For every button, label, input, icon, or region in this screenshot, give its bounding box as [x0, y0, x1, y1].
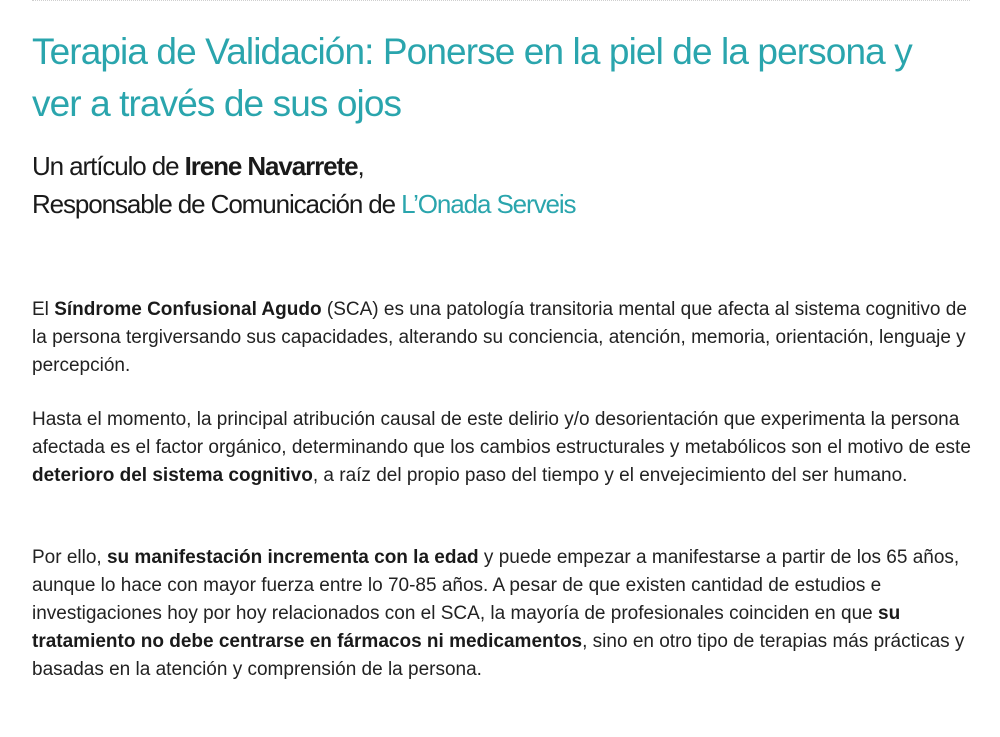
bold-phrase: su manifestación incrementa con la edad — [106, 547, 479, 568]
author-role: Responsable de Comunicación de — [32, 189, 402, 219]
paragraph-text: y puede empezar a manifestarse a partir de los 65 años, aunque lo hace con mayor fuerza entre lo 70-85 años. A pesar de que existen cantidad de estudios e investigaciones hoy por hoy relacionados con el SCA, la mayoría de profesionales coinciden en que — [32, 547, 960, 624]
bold-phrase: deterioro del sistema cognitivo — [32, 465, 313, 486]
paragraph-1 — [32, 296, 972, 380]
paragraph-text: , a raíz del propio paso del tiempo y el envejecimiento del ser humano. — [312, 465, 908, 486]
top-divider — [32, 0, 970, 1]
byline-comma: , — [357, 151, 364, 181]
paragraph-text: El — [32, 299, 55, 320]
article-byline — [32, 147, 962, 223]
paragraph-text: Por ello, — [32, 547, 107, 568]
author-name: Irene Navarrete — [184, 151, 358, 181]
paragraph-text: , sino en otro tipo de terapias más prácticas y basadas en la atención y comprensión de la persona. — [32, 631, 965, 680]
bold-phrase: Síndrome Confusional Agudo — [54, 299, 322, 320]
paragraph-2 — [32, 406, 972, 490]
paragraph-text: Hasta el momento, la principal atribución causal de este delirio y/o desorientación que experimenta la persona afectada es el factor orgánico, determinando que los cambios estructurales y metabólicos son el motivo de este — [32, 409, 971, 458]
paragraph-text: (SCA) es una patología transitoria mental que afecta al sistema cognitivo de la persona tergiversando sus capacidades, alterando su conciencia, atención, memoria, orientación, lenguaje y percepción. — [32, 299, 967, 376]
bold-phrase: su tratamiento no debe centrarse en fármacos ni medicamentos — [32, 603, 901, 652]
organization-link[interactable]: L’Onada Serveis — [401, 189, 576, 219]
byline-prefix: Un artículo de — [32, 151, 185, 181]
paragraph-3 — [32, 544, 972, 684]
article-title: Terapia de Validación: Ponerse en la piel de la persona y ver a través de sus ojos — [32, 31, 912, 124]
